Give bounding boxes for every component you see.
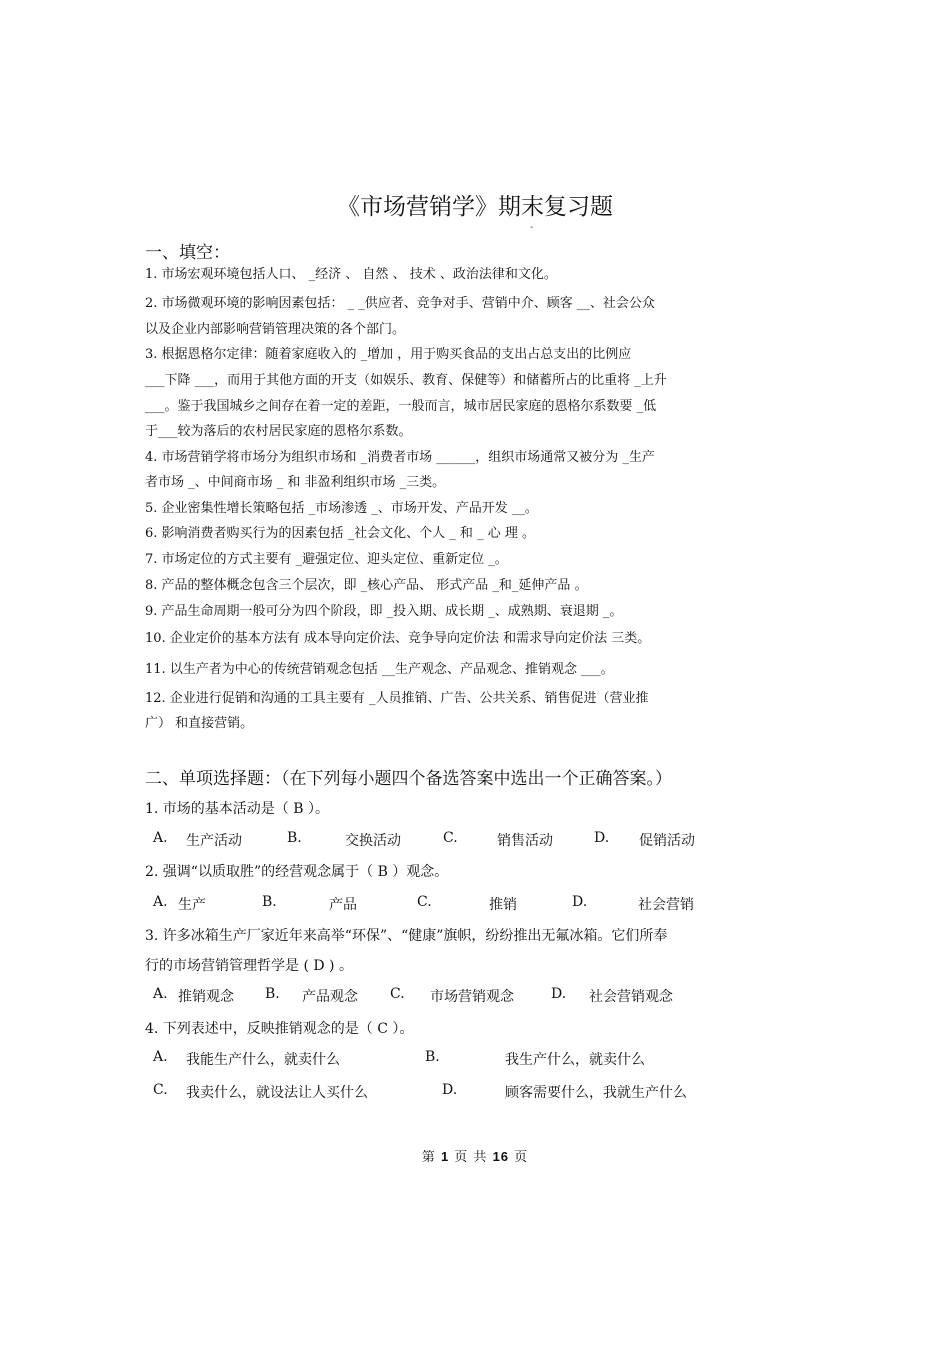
fill-line: 8. 产品的整体概念包含三个层次，即 _核心产品、 形式产品 _和_延伸产品 。 xyxy=(145,578,588,593)
title-mark: - xyxy=(530,222,534,233)
page-title: 《市场营销学》期末复习题 xyxy=(337,194,613,220)
page-footer xyxy=(0,1146,950,1165)
option-letter: B. xyxy=(265,986,280,1002)
option-letter: C. xyxy=(153,1082,168,1098)
current-page: 1 xyxy=(440,1149,450,1164)
section-heading-choice: 二、单项选择题：（在下列每小题四个备选答案中选出一个正确答案。） xyxy=(145,769,672,789)
fill-line: 6. 影响消费者购买行为的因素包括 _社会文化、个人 _ 和 _ 心 理 。 xyxy=(145,526,535,541)
question-2: 2. 强调“以质取胜”的经营观念属于（ B ）观念。 xyxy=(145,864,449,880)
option-text: 生产活动 xyxy=(186,833,242,849)
fill-line: 4. 市场营销学将市场分为组织市场和 _消费者市场 ______，组织市场通常又被分为 _生产 xyxy=(145,450,655,465)
option-text: 交换活动 xyxy=(345,833,401,849)
option-text: 推销 xyxy=(489,897,517,913)
option-text: 我能生产什么，就卖什么 xyxy=(186,1052,340,1068)
option-text: 市场营销观念 xyxy=(430,989,514,1005)
fill-line: 5. 企业密集性增长策略包括 _市场渗透 _、市场开发、产品开发 __。 xyxy=(145,501,538,516)
footer-mid: 页 共 xyxy=(449,1150,493,1165)
option-letter: A. xyxy=(153,830,168,846)
section-heading-fill: 一、填空： xyxy=(145,243,230,263)
option-text: 推销观念 xyxy=(178,989,234,1005)
option-text: 我生产什么，就卖什么 xyxy=(505,1052,645,1068)
option-letter: B. xyxy=(262,894,277,910)
question-3-cont: 行的市场营销管理哲学是 ( D ) 。 xyxy=(145,958,353,974)
option-text: 社会营销 xyxy=(638,897,694,913)
footer-post: 页 xyxy=(509,1150,529,1165)
option-letter: A. xyxy=(153,894,168,910)
total-pages: 16 xyxy=(492,1149,510,1164)
option-letter: D. xyxy=(442,1082,458,1098)
option-text: 社会营销观念 xyxy=(589,989,673,1005)
option-text: 销售活动 xyxy=(497,833,553,849)
fill-line: 广） 和直接营销。 xyxy=(145,716,254,731)
fill-line: 1. 市场宏观环境包括人口、 _经济 、 自然 、 技术 、政治法律和文化。 xyxy=(145,267,557,282)
option-text: 促销活动 xyxy=(639,833,695,849)
option-letter: B. xyxy=(287,830,302,846)
fill-line: ___下降 ___，而用于其他方面的开支（如娱乐、教育、保健等）和储蓄所占的比重将 _上升 xyxy=(145,373,667,388)
fill-line: 9. 产品生命周期一般可分为四个阶段，即 _投入期、成长期 _、成熟期、衰退期 _。 xyxy=(145,604,623,619)
option-text: 产品观念 xyxy=(302,989,358,1005)
option-letter: A. xyxy=(153,986,168,1002)
option-text: 生产 xyxy=(178,897,206,913)
fill-line: 3. 根据恩格尔定律：随着家庭收入的 _增加 ，用于购买食品的支出占总支出的比例应 xyxy=(145,347,632,362)
fill-line: 12. 企业进行促销和沟通的工具主要有 _人员推销、广告、公共关系、销售促进（营业推 xyxy=(145,691,649,706)
option-letter: B. xyxy=(425,1049,440,1065)
question-4: 4. 下列表述中，反映推销观念的是（ C ）。 xyxy=(145,1021,414,1037)
fill-line: 11. 以生产者为中心的传统营销观念包括 __生产观念、产品观念、推销观念 ___。 xyxy=(145,662,614,677)
option-letter: C. xyxy=(417,894,432,910)
option-letter: A. xyxy=(153,1049,168,1065)
fill-line: 10. 企业定价的基本方法有 成本导向定价法、竞争导向定价法 和需求导向定价法 三类。 xyxy=(145,631,651,646)
option-letter: D. xyxy=(572,894,588,910)
option-text: 顾客需要什么，我就生产什么 xyxy=(505,1085,687,1101)
fill-line: 者市场 _、中间商市场 _ 和 非盈利组织市场 _三类。 xyxy=(145,475,446,490)
question-1: 1. 市场的基本活动是（ B ）。 xyxy=(145,801,329,817)
fill-line: 以及企业内部影响营销管理决策的各个部门。 xyxy=(145,322,406,337)
fill-line: 于___较为落后的农村居民家庭的恩格尔系数。 xyxy=(145,424,412,439)
footer-pre: 第 xyxy=(421,1150,441,1165)
fill-line: 2. 市场微观环境的影响因素包括： _ _供应者、竞争对手、营销中介、顾客 __、社会公众 xyxy=(145,296,655,311)
option-letter: C. xyxy=(443,830,458,846)
option-text: 我卖什么，就设法让人买什么 xyxy=(186,1085,368,1101)
option-letter: D. xyxy=(594,830,610,846)
option-letter: C. xyxy=(390,986,405,1002)
fill-line: ___。鉴于我国城乡之间存在着一定的差距，一般而言，城市居民家庭的恩格尔系数要 _低 xyxy=(145,399,657,414)
option-text: 产品 xyxy=(329,897,357,913)
question-3: 3. 许多冰箱生产厂家近年来高举“环保”、“健康”旗帜，纷纷推出无氟冰箱。它们所奉 xyxy=(145,928,668,944)
fill-line: 7. 市场定位的方式主要有 _避强定位、迎头定位、重新定位 _。 xyxy=(145,552,508,567)
option-letter: D. xyxy=(551,986,567,1002)
